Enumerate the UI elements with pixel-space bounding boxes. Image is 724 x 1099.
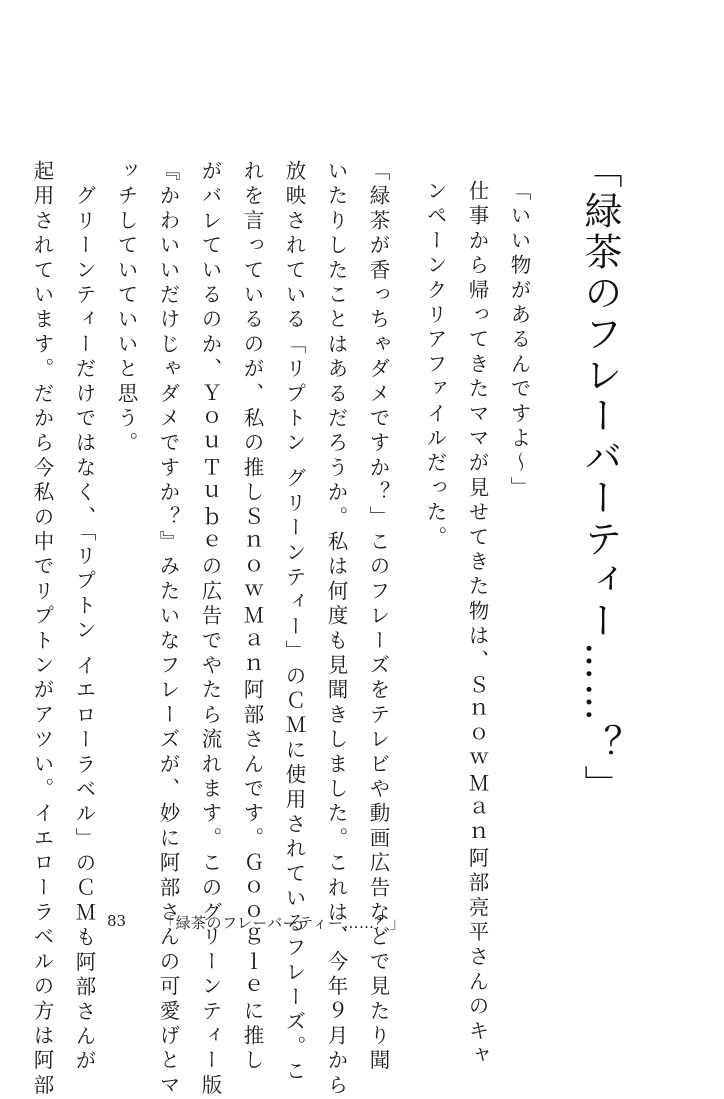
text-line-2: 仕事から帰ってきたママが見せてきた物は、ＳｎｏｗＭａｎ阿部亮平さんのキャ xyxy=(465,180,489,1070)
text-line-8: がバレているのか、ＹｏｕＴｕｂｅの広告でやたら流れます。このグリーンティー版 xyxy=(198,160,222,1099)
text-line-7: れを言っているのが、私の推しＳｎｏｗＭａｎ阿部さんです。Ｇｏｏｇｌｅに推し xyxy=(240,160,264,1074)
text-line-9: 『かわいいだけじゃダメですか？』みたいなフレーズが、妙に阿部さんの可愛げとマ xyxy=(156,160,180,1099)
text-line-1: 「いい物があるんですよ〜」 xyxy=(507,180,531,502)
page-number: 83 xyxy=(107,912,127,930)
text-line-11: グリーンティーだけではなく、「リプトン イエローラベル」のＣＭも阿部さんが xyxy=(72,160,96,1075)
text-line-3: ンペーンクリアファイルだった。 xyxy=(423,180,447,551)
chapter-title: 「緑茶のフレーバーティー……？」 xyxy=(578,150,622,806)
text-line-10: ッチしていていいと思う。 xyxy=(114,160,138,457)
text-line-5: いたりしたことはあるだろうか。私は何度も見聞きしました。これは、今年９月から xyxy=(324,160,348,1099)
text-line-12: 起用されています。だから今私の中でリプトンがアツい。イエローラベルの方は阿部 xyxy=(30,160,54,1099)
text-line-4: 「緑茶が香っちゃダメですか？」このフレーズをテレビや動画広告などで見たり聞 xyxy=(366,160,390,1074)
text-line-6: 放映されている「リプトン グリーンティー」のＣＭに使用されているフレーズ。こ xyxy=(282,160,306,1085)
running-head: 「緑茶のフレーバーティー……？」 xyxy=(160,914,406,932)
